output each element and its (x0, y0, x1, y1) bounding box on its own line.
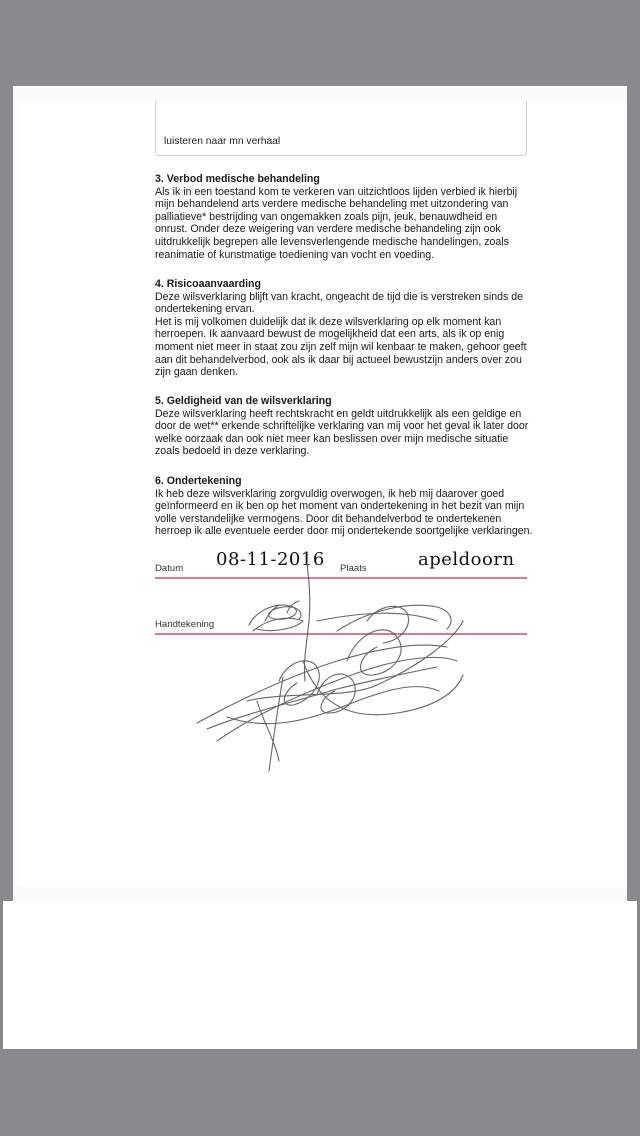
section-5-body: Deze wilsverklaring heeft rechtskracht en geldt uitdrukkelijk als een geldige en door de wet** erkende schriftelijke verklaring van mij voor het geval ik later door welke oorzaak dan ook niet meer kan beslissen over mijn medische situatie zoals bedoeld in deze verklaring. (155, 407, 529, 458)
datum-value: 08-11-2016 (216, 549, 325, 570)
lower-blank-area (3, 901, 637, 1049)
section-4-body: Deze wilsverklaring blijft van kracht, ongeacht de tijd die is verstreken sinds de ondertekening ervan. Het is mij volkomen duidelijk dat ik deze wilsverklaring op elk moment kan herroepen. Ik aanvaard bewust de mogelijkheid dat een arts, als ik op enig moment niet meer in staat zou zijn zelf mijn wil kenbaar te maken, gehoor geeft aan dit behandelverbod, ook als ik daar bij actueel bewustzijn anders over zou zijn gaan denken. (155, 290, 527, 379)
section-5-heading: 5. Geldigheid van de wilsverklaring (155, 395, 332, 407)
handtekening-label: Handtekening (155, 619, 215, 630)
datum-label: Datum (155, 563, 184, 574)
section-3-heading: 3. Verbod medische behandeling (155, 173, 320, 185)
plaats-value: apeldoorn (418, 549, 515, 570)
document-page (17, 101, 625, 886)
handwritten-signature (17, 101, 625, 886)
previous-answer-text: luisteren naar mn verhaal (164, 136, 281, 147)
plaats-label: Plaats (340, 563, 367, 574)
section-4-heading: 4. Risicoaanvaarding (155, 278, 261, 290)
section-6-heading: 6. Ondertekening (155, 475, 242, 487)
section-3-body: Als ik in een toestand kom te verkeren van uitzichtloos lijden verbied ik hierbij mijn behandelend arts verdere medische behandeling met uitzondering van palliatieve* bestrijding van ongemakken zoals pijn, jeuk, benauwdheid en onrust. Onder deze weigering van verdere medische behandeling zijn ook uitdrukkelijk begrepen alle levensverlengende medische handelingen, zoals reanimatie of kunstmatige toediening van vocht en voeding. (155, 185, 518, 261)
section-6-body: Ik heb deze wilsverklaring zorgvuldig overwogen, ik heb mij daarover goed geïnformeerd en ik ben op het moment van ondertekening in het bezit van mijn volle verstandelijke vermogens. Door dit behandelverbod te ondertekenen herroep ik alle eventuele eerder door mij ondertekende soortgelijke verklaringen. (155, 487, 533, 538)
